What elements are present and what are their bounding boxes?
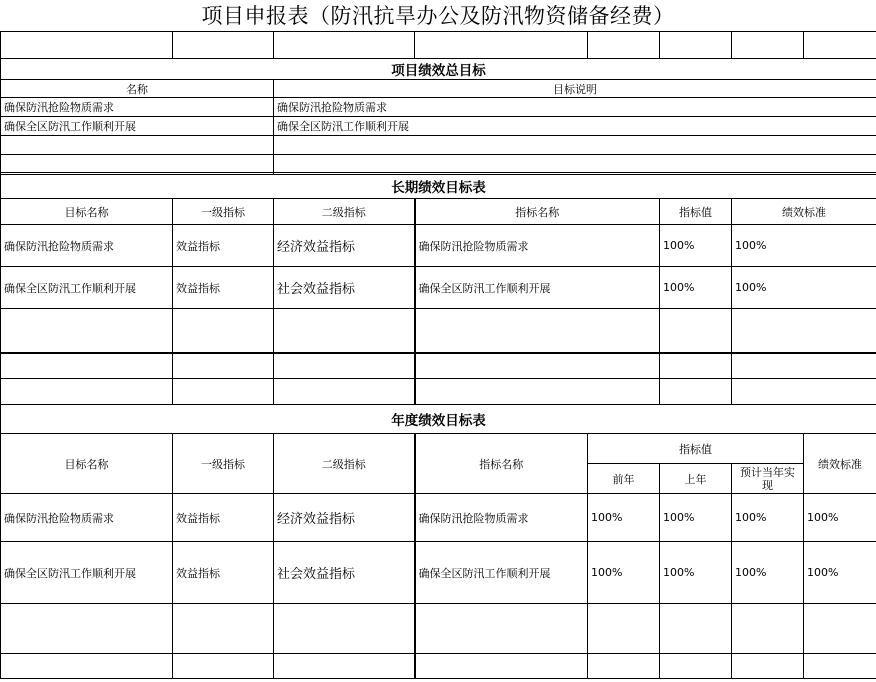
table-row	[1, 267, 876, 309]
blank-cell	[804, 604, 876, 654]
blank-cell	[732, 604, 804, 654]
table-row	[1, 494, 876, 542]
table-row	[1, 309, 876, 353]
an-level2: 经济效益指标	[274, 494, 415, 542]
an-level1: 效益指标	[173, 542, 274, 604]
an-expected: 100%	[732, 542, 804, 604]
lt-header-standard: 绩效标准	[732, 199, 876, 225]
an-header-indicator: 指标名称	[415, 434, 588, 494]
blank-cell	[415, 379, 660, 405]
blank-cell	[732, 309, 876, 353]
table-row	[1, 379, 876, 405]
blank-cell	[173, 654, 274, 679]
an-standard: 100%	[804, 542, 876, 604]
an-level2: 社会效益指标	[274, 542, 415, 604]
blank-cell	[173, 32, 274, 59]
an-prev2: 100%	[588, 494, 660, 542]
lt-goal: 确保全区防汛工作顺利开展	[1, 267, 173, 309]
lt-standard: 100%	[732, 267, 876, 309]
blank-cell	[660, 604, 732, 654]
blank-cell	[1, 353, 173, 379]
lt-indicator: 确保防汛抢险物质需求	[415, 225, 660, 267]
lt-indicator: 确保全区防汛工作顺利开展	[415, 267, 660, 309]
blank-cell	[804, 32, 876, 59]
an-header-level1: 一级指标	[173, 434, 274, 494]
overall-header-name: 名称	[1, 80, 274, 98]
blank-cell	[588, 654, 660, 679]
an-indicator: 确保全区防汛工作顺利开展	[415, 542, 588, 604]
annual-section-title: 年度绩效目标表	[1, 405, 876, 434]
blank-cell	[415, 353, 660, 379]
an-prev1: 100%	[660, 542, 732, 604]
an-header-prev2: 前年	[588, 464, 660, 494]
lt-goal: 确保防汛抢险物质需求	[1, 225, 173, 267]
blank-cell	[1, 604, 173, 654]
overall-goals-table	[0, 58, 876, 175]
blank-cell	[660, 353, 732, 379]
table-row	[1, 98, 876, 117]
long-term-section-title: 长期绩效目标表	[1, 173, 876, 199]
blank-cell	[804, 654, 876, 679]
blank-cell	[415, 309, 660, 353]
long-term-goals-table	[0, 172, 876, 405]
blank-cell	[274, 604, 415, 654]
blank-cell	[732, 654, 804, 679]
table-row	[1, 225, 876, 267]
blank-cell	[1, 654, 173, 679]
page-title: 项目申报表（防汛抗旱办公及防汛物资储备经费）	[201, 4, 675, 28]
an-prev1: 100%	[660, 494, 732, 542]
blank-cell	[173, 309, 274, 353]
table-row	[1, 353, 876, 379]
overall-row-desc: 确保全区防汛工作顺利开展	[274, 117, 876, 136]
lt-header-value: 指标值	[660, 199, 732, 225]
blank-cell	[1, 32, 173, 59]
lt-level1: 效益指标	[173, 225, 274, 267]
table-row	[1, 542, 876, 604]
overall-header-desc: 目标说明	[274, 80, 876, 98]
blank-cell	[1, 309, 173, 353]
blank-cell	[660, 309, 732, 353]
blank-cell	[415, 604, 588, 654]
blank-cell	[274, 309, 415, 353]
blank-cell	[660, 654, 732, 679]
blank-cell	[732, 32, 804, 59]
lt-level2: 社会效益指标	[274, 267, 415, 309]
lt-level2: 经济效益指标	[274, 225, 415, 267]
blank-cell	[732, 353, 876, 379]
blank-cell	[274, 379, 415, 405]
an-header-level2: 二级指标	[274, 434, 415, 494]
an-header-standard: 绩效标准	[804, 434, 876, 494]
table-row	[1, 136, 876, 155]
overall-section-title: 项目绩效总目标	[1, 59, 876, 80]
an-header-prev1: 上年	[660, 464, 732, 494]
lt-header-goal: 目标名称	[1, 199, 173, 225]
annual-goals-table	[0, 404, 876, 679]
an-standard: 100%	[804, 494, 876, 542]
an-expected: 100%	[732, 494, 804, 542]
lt-value: 100%	[660, 225, 732, 267]
lt-header-indicator: 指标名称	[415, 199, 660, 225]
blank-cell	[660, 32, 732, 59]
table-row	[1, 654, 876, 679]
blank-cell	[1, 379, 173, 405]
blank-cell	[274, 353, 415, 379]
overall-row-name: 确保全区防汛工作顺利开展	[1, 117, 274, 136]
blank-cell	[415, 32, 588, 59]
blank-cell	[1, 136, 274, 155]
blank-cell	[415, 654, 588, 679]
lt-level1: 效益指标	[173, 267, 274, 309]
top-blank-grid	[0, 31, 876, 59]
blank-cell	[173, 379, 274, 405]
lt-header-level2: 二级指标	[274, 199, 415, 225]
an-header-value-group: 指标值	[588, 434, 804, 464]
an-header-expected: 预计当年实现	[732, 464, 804, 494]
blank-cell	[173, 604, 274, 654]
overall-row-desc: 确保防汛抢险物质需求	[274, 98, 876, 117]
an-header-goal: 目标名称	[1, 434, 173, 494]
table-row	[1, 117, 876, 136]
blank-cell	[732, 379, 876, 405]
an-goal: 确保全区防汛工作顺利开展	[1, 542, 173, 604]
an-goal: 确保防汛抢险物质需求	[1, 494, 173, 542]
table-row	[1, 604, 876, 654]
an-prev2: 100%	[588, 542, 660, 604]
blank-cell	[588, 32, 660, 59]
lt-header-level1: 一级指标	[173, 199, 274, 225]
blank-cell	[274, 136, 876, 155]
overall-row-name: 确保防汛抢险物质需求	[1, 98, 274, 117]
lt-value: 100%	[660, 267, 732, 309]
blank-cell	[274, 32, 415, 59]
blank-cell	[274, 654, 415, 679]
blank-cell	[588, 604, 660, 654]
blank-cell	[173, 353, 274, 379]
an-level1: 效益指标	[173, 494, 274, 542]
an-indicator: 确保防汛抢险物质需求	[415, 494, 588, 542]
lt-standard: 100%	[732, 225, 876, 267]
blank-cell	[660, 379, 732, 405]
